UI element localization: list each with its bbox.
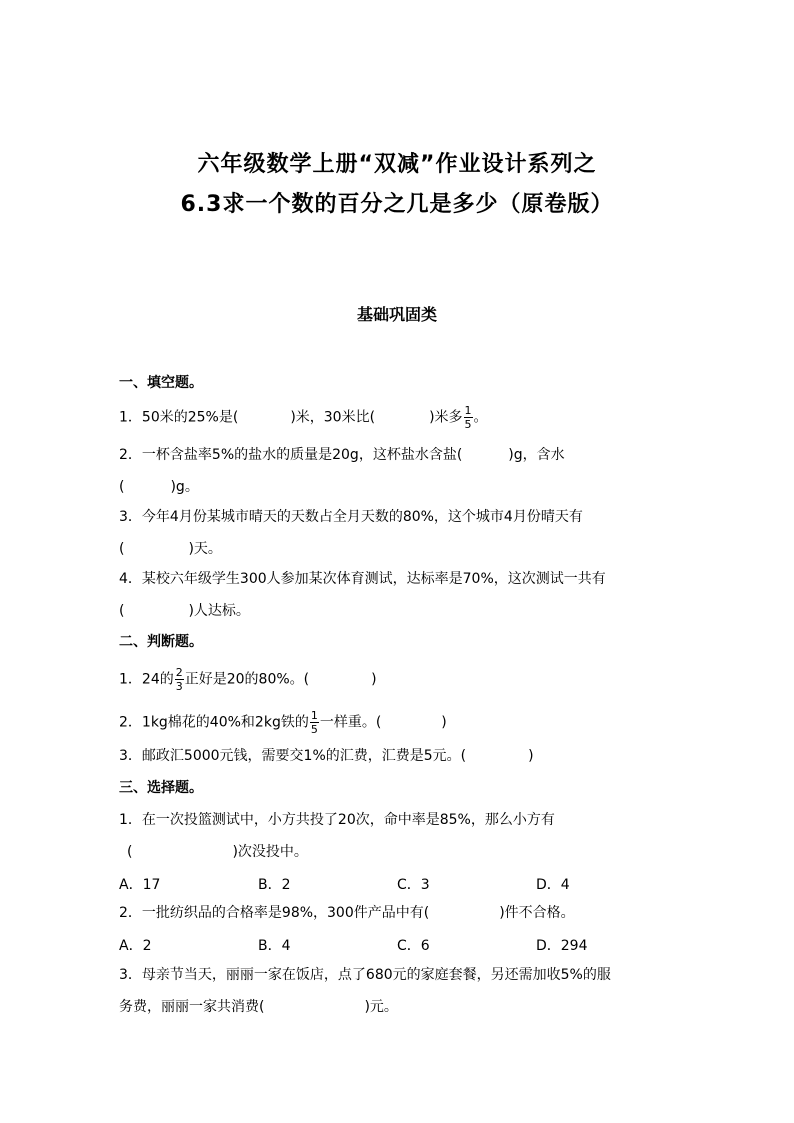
choice-q1-option-b[interactable]: B．2 (258, 877, 291, 893)
judge-question-1 (119, 667, 377, 692)
section-heading-choice: 三、选择题。 (119, 780, 203, 796)
fill-question-3-cont (119, 539, 222, 559)
fill-q3-part-c: )天。 (188, 541, 222, 557)
fill-q1-part-c: )米多 (429, 409, 463, 426)
fill-question-4-cont (119, 601, 250, 621)
fill-question-4 (119, 569, 606, 589)
fill-q4-part-c: )人达标。 (188, 603, 250, 619)
choice-q2-part-a: 2．一批纺织品的合格率是98%，300件产品中有( (119, 905, 430, 921)
choice-q1-part-a: 1．在一次投篮测试中，小方共投了20次，命中率是85%，那么小方有 (119, 812, 555, 828)
fill-question-1 (119, 405, 488, 430)
judge-question-3 (119, 746, 534, 766)
fraction-denominator: 5 (310, 723, 318, 736)
choice-question-1 (119, 810, 555, 830)
choice-q2-part-b: )件不合格。 (499, 905, 575, 921)
fraction (175, 667, 184, 692)
choice-question-3 (119, 965, 611, 985)
fill-q1-part-a: 1．50米的25%是( (119, 409, 239, 426)
choice-q1-option-d[interactable]: D．4 (536, 877, 570, 893)
fraction-numerator: 2 (175, 666, 183, 679)
choice-q2-option-b[interactable]: B．4 (258, 938, 291, 954)
judge-q3-part-a: 3．邮政汇5000元钱，需要交1%的汇费，汇费是5元。( (119, 748, 467, 764)
judge-q1-part-b: 正好是20的80%。( (184, 671, 310, 688)
choice-q3-part-a: 3．母亲节当天，丽丽一家在饭店，点了680元的家庭套餐，另还需加收5%的服 (119, 967, 611, 983)
fraction-denominator: 5 (464, 418, 472, 431)
fill-q2-part-a: 2．一杯含盐率5%的盐水的质量是20g，这杯盐水含盐( (119, 447, 463, 463)
judge-q2-part-c: ) (441, 714, 447, 731)
fraction (310, 710, 319, 735)
choice-question-2 (119, 903, 575, 923)
section-heading-fill: 一、填空题。 (119, 375, 203, 391)
fill-q2-part-c: ( (119, 479, 125, 495)
fill-question-3 (119, 507, 583, 527)
choice-q2-option-c[interactable]: C．6 (397, 938, 430, 954)
choice-q1-part-c: )次没投中。 (232, 844, 308, 860)
fill-q4-part-b: ( (119, 603, 125, 619)
choice-q1-option-c[interactable]: C．3 (397, 877, 430, 893)
judge-q1-part-c: ) (371, 671, 377, 688)
fill-q4-part-a: 4．某校六年级学生300人参加某次体育测试，达标率是70%，这次测试一共有 (119, 571, 606, 587)
fill-q3-part-a: 3．今年4月份某城市晴天的天数占全月天数的80%，这个城市4月份晴天有 (119, 509, 583, 525)
fill-question-2-cont (119, 477, 199, 497)
fill-q1-part-b: )米，30米比( (290, 409, 376, 426)
choice-q2-option-d[interactable]: D．294 (536, 938, 588, 954)
judge-q2-part-a: 2．1kg棉花的40%和2kg铁的 (119, 714, 309, 731)
choice-q3-part-c: )元。 (364, 999, 398, 1015)
choice-question-1-cont (127, 842, 308, 862)
section-heading-judge: 二、判断题。 (119, 634, 203, 650)
judge-q2-part-b: 一样重。( (319, 714, 382, 731)
fraction-denominator: 3 (175, 680, 183, 693)
fraction-numerator: 1 (310, 709, 318, 722)
choice-question-3-cont (119, 997, 398, 1017)
judge-q3-part-b: ) (528, 748, 534, 764)
fill-q3-part-b: ( (119, 541, 125, 557)
judge-q1-part-a: 1．24的 (119, 671, 174, 688)
judge-question-2 (119, 710, 447, 735)
fill-q2-part-b: )g，含水 (508, 447, 565, 463)
choice-q2-option-a[interactable]: A．2 (119, 938, 152, 954)
fill-question-2 (119, 445, 565, 465)
choice-q1-option-a[interactable]: A．17 (119, 877, 161, 893)
choice-q1-part-b: ( (127, 844, 133, 860)
choice-q3-part-b: 务费，丽丽一家共消费( (119, 999, 265, 1015)
doc-title-line1: 六年级数学上册“双减”作业设计系列之 (197, 152, 597, 177)
fraction-numerator: 1 (464, 404, 472, 417)
fraction (464, 405, 473, 430)
doc-title-line2: 6.3求一个数的百分之几是多少（原卷版） (180, 192, 614, 217)
fill-q2-part-d: )g。 (170, 479, 199, 495)
section-subtitle: 基础巩固类 (356, 305, 437, 324)
fill-q1-part-d: 。 (473, 409, 488, 426)
